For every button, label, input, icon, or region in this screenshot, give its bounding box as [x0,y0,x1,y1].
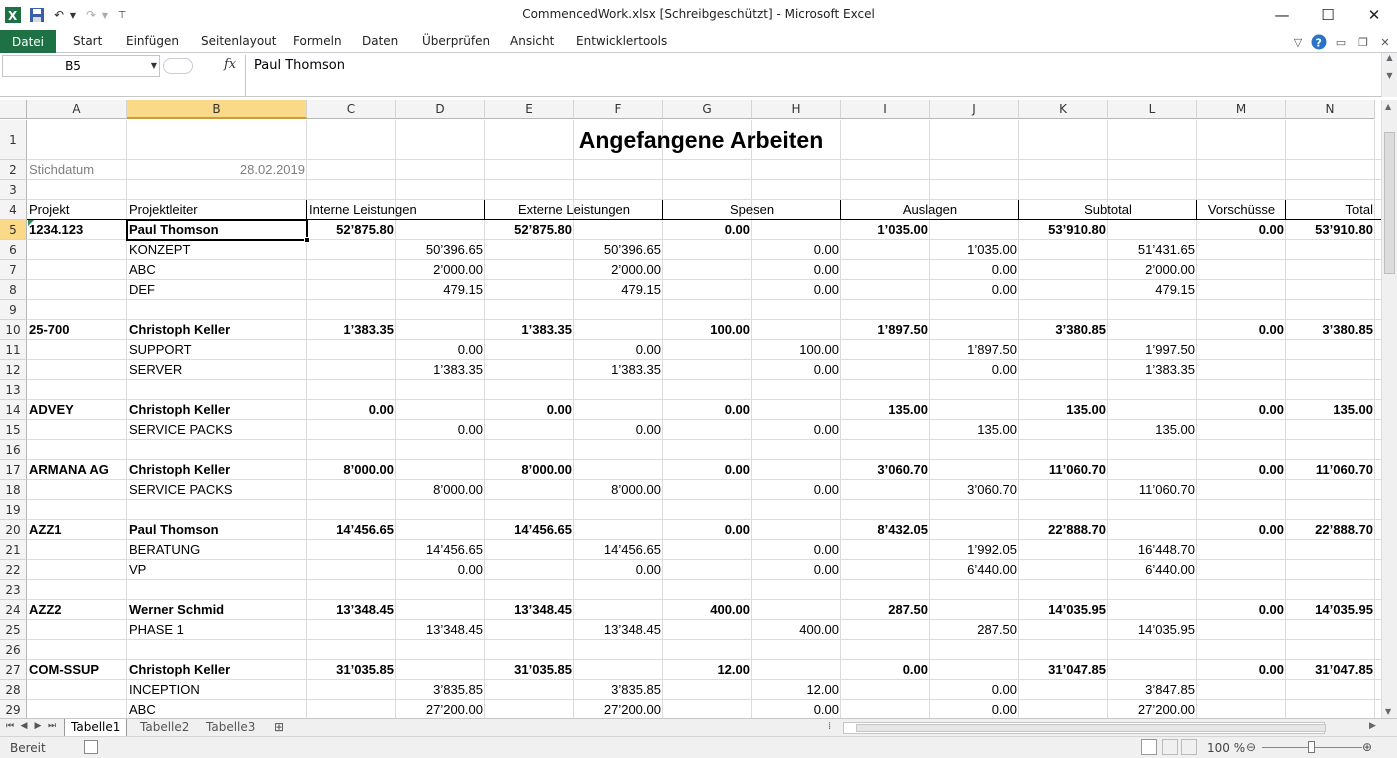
row-header-25[interactable]: 25 [0,620,27,640]
cell-f8[interactable]: 479.15 [621,282,661,297]
cell-j21[interactable]: 1’992.05 [967,542,1017,557]
cell-b14[interactable]: Christoph Keller [129,402,231,417]
header-spesen[interactable]: Spesen [729,202,775,217]
cell-d8[interactable]: 479.15 [443,282,483,297]
workbook-close-icon[interactable]: ✕ [1380,35,1390,49]
maximize-button[interactable]: ☐ [1321,6,1335,24]
svg-text:?: ? [1315,36,1322,50]
insert-function-icon[interactable]: fx [224,57,237,72]
formula-input[interactable]: Paul Thomson [245,55,1380,97]
cell-a10[interactable]: 25-700 [29,322,70,337]
cell-l6[interactable]: 51’431.65 [1137,242,1195,257]
formula-bar [0,53,1397,97]
scroll-up-icon[interactable]: ▲ [1385,102,1392,111]
cell-k27[interactable]: 31’047.85 [1048,662,1106,677]
row-header-13[interactable]: 13 [0,380,27,400]
cell-a14[interactable]: ADVEY [29,402,74,417]
header-auslagen[interactable]: Auslagen [902,202,958,217]
stichdatum-label[interactable]: Stichdatum [29,162,95,177]
cell-l21[interactable]: 16’448.70 [1137,542,1195,557]
cell-j22[interactable]: 6’440.00 [967,562,1017,577]
header-interne-leistungen[interactable]: Interne Leistungen [309,202,417,217]
row-header-27[interactable]: 27 [0,660,27,680]
cell-i20[interactable]: 8’432.05 [877,522,928,537]
cell-m24[interactable]: 0.00 [1258,602,1284,617]
cell-g10[interactable]: 100.00 [710,322,750,337]
cell-k14[interactable]: 135.00 [1066,402,1106,417]
name-box-value: B5 [65,59,81,73]
vertical-scroll-thumb[interactable] [1384,132,1395,274]
cell-f21[interactable]: 14’456.65 [603,542,661,557]
cell-i14[interactable]: 135.00 [888,402,928,417]
cell-h6[interactable]: 0.00 [813,242,839,257]
cell-j29[interactable]: 0.00 [991,702,1017,717]
cell-j6[interactable]: 1’035.00 [967,242,1017,257]
cell-b29[interactable]: ABC [129,702,156,717]
cell-d6[interactable]: 50’396.65 [425,242,483,257]
cell-g17[interactable]: 0.00 [724,462,750,477]
tab-ueberpruefen[interactable]: Überprüfen [422,34,491,48]
cell-d7[interactable]: 2’000.00 [433,262,483,277]
cell-m5[interactable]: 0.00 [1258,222,1284,237]
cell-e17[interactable]: 8’000.00 [521,462,572,477]
ribbon-tabs [0,30,1397,53]
cell-d12[interactable]: 1’383.35 [433,362,483,377]
cell-j28[interactable]: 0.00 [991,682,1017,697]
tab-daten[interactable]: Daten [362,34,399,48]
cell-c20[interactable]: 14’456.65 [336,522,394,537]
row-header-10[interactable]: 10 [0,320,27,340]
cell-l22[interactable]: 6’440.00 [1145,562,1195,577]
cell-i10[interactable]: 1’897.50 [877,322,928,337]
header-separator [306,200,307,220]
zoom-slider-knob[interactable] [1308,741,1315,753]
zoom-in-icon[interactable]: ⊕ [1362,740,1373,754]
title-bar [0,0,1397,30]
status-bar [0,736,1397,758]
cell-f22[interactable]: 0.00 [635,562,661,577]
fill-handle[interactable] [304,237,310,243]
cell-b17[interactable]: Christoph Keller [129,462,231,477]
cell-l15[interactable]: 135.00 [1155,422,1195,437]
cell-g24[interactable]: 400.00 [710,602,750,617]
cell-j8[interactable]: 0.00 [991,282,1017,297]
header-projektleiter[interactable]: Projektleiter [129,202,198,217]
horizontal-scrollbar[interactable] [843,722,1325,734]
cell-g14[interactable]: 0.00 [724,402,750,417]
cell-l18[interactable]: 11’060.70 [1138,482,1195,497]
last-sheet-icon[interactable]: ⏭ [47,721,57,731]
header-subtotal[interactable]: Subtotal [1084,202,1132,217]
cell-h8[interactable]: 0.00 [813,282,839,297]
prev-sheet-icon[interactable]: ◀ [20,721,28,731]
column-header-g[interactable]: G [663,100,752,119]
cell-b28[interactable]: INCEPTION [129,682,200,697]
cell-c5[interactable]: 52’875.80 [336,222,394,237]
row-header-2[interactable]: 2 [0,160,27,180]
row-header-4[interactable]: 4 [0,200,27,220]
cell-a17[interactable]: ARMANA AG [29,462,109,477]
column-header-c[interactable]: C [307,100,396,119]
select-all-corner[interactable] [0,100,27,119]
tab-datei[interactable]: Datei [0,30,56,53]
cell-b7[interactable]: ABC [129,262,156,277]
cell-m27[interactable]: 0.00 [1258,662,1284,677]
cell-e14[interactable]: 0.00 [546,402,572,417]
cell-a5[interactable]: 1234.123 [29,222,84,237]
cell-b12[interactable]: SERVER [129,362,183,377]
redo-icon[interactable]: ↷ [85,8,97,22]
tab-split-handle[interactable]: ⁞ [828,721,832,732]
row-header-5[interactable]: 5 [0,220,27,240]
header-vorschuesse[interactable]: Vorschüsse [1207,202,1276,217]
cell-m20[interactable]: 0.00 [1258,522,1284,537]
cell-l12[interactable]: 1’383.35 [1145,362,1195,377]
cell-j11[interactable]: 1’897.50 [967,342,1017,357]
name-box[interactable] [2,55,160,77]
cell-c27[interactable]: 31’035.85 [336,662,394,677]
row-header-28[interactable]: 28 [0,680,27,700]
cell-h21[interactable]: 0.00 [813,542,839,557]
tab-ansicht[interactable]: Ansicht [510,34,555,48]
workbook-restore-icon[interactable]: ❐ [1358,35,1368,49]
cell-j18[interactable]: 3’060.70 [967,482,1017,497]
active-cell-selection [126,219,308,241]
workbook-minimize-icon[interactable]: ▭ [1335,35,1347,49]
cell-n24[interactable]: 14’035.95 [1315,602,1373,617]
cell-e24[interactable]: 13’348.45 [514,602,572,617]
cell-b24[interactable]: Werner Schmid [129,602,225,617]
row-header-15[interactable]: 15 [0,420,27,440]
cell-f15[interactable]: 0.00 [635,422,661,437]
row-header-21[interactable]: 21 [0,540,27,560]
page-layout-view-icon[interactable] [1162,739,1178,755]
customize-toolbar-icon[interactable]: ⊤ [117,9,127,21]
cell-b22[interactable]: VP [129,562,147,577]
column-header-l[interactable]: L [1108,100,1197,119]
row-header-3[interactable]: 3 [0,180,27,200]
row-header-14[interactable]: 14 [0,400,27,420]
cell-n14[interactable]: 135.00 [1333,402,1373,417]
cell-b10[interactable]: Christoph Keller [129,322,231,337]
cell-c14[interactable]: 0.00 [368,402,394,417]
svg-text:X: X [8,9,18,23]
cell-k20[interactable]: 22’888.70 [1048,522,1106,537]
cell-h7[interactable]: 0.00 [813,262,839,277]
cell-k10[interactable]: 3’380.85 [1055,322,1106,337]
tab-formeln[interactable]: Formeln [293,34,342,48]
tab-start[interactable]: Start [73,34,103,48]
error-indicator-icon [28,220,34,226]
cell-n10[interactable]: 3’380.85 [1322,322,1373,337]
scroll-right-icon[interactable]: ▶ [1369,721,1376,731]
cell-f11[interactable]: 0.00 [635,342,661,357]
row-header-29[interactable]: 29 [0,700,27,718]
cell-n27[interactable]: 31’047.85 [1315,662,1373,677]
cell-i5[interactable]: 1’035.00 [877,222,928,237]
cell-f25[interactable]: 13’348.45 [603,622,661,637]
formula-expand-scroll[interactable]: ▲ ▼ [1381,53,1397,97]
cell-h25[interactable]: 400.00 [799,622,839,637]
row-header-11[interactable]: 11 [0,340,27,360]
row-header-8[interactable]: 8 [0,280,27,300]
column-header-b[interactable]: B [127,100,307,119]
tab-entwicklertools[interactable]: Entwicklertools [576,34,668,48]
cell-d15[interactable]: 0.00 [457,422,483,437]
cell-m17[interactable]: 0.00 [1258,462,1284,477]
column-header-d[interactable]: D [396,100,485,119]
cell-b11[interactable]: SUPPORT [129,342,192,357]
cell-f12[interactable]: 1’383.35 [611,362,661,377]
header-separator [1018,200,1019,220]
cell-d28[interactable]: 3’835.85 [433,682,483,697]
row-header-19[interactable]: 19 [0,500,27,520]
cell-h11[interactable]: 100.00 [799,342,839,357]
column-header-i[interactable]: I [841,100,930,119]
column-header-j[interactable]: J [930,100,1019,119]
row-header-22[interactable]: 22 [0,560,27,580]
cell-d29[interactable]: 27’200.00 [425,702,483,717]
cell-c10[interactable]: 1’383.35 [343,322,394,337]
cell-g20[interactable]: 0.00 [724,522,750,537]
cell-g5[interactable]: 0.00 [724,222,750,237]
cell-b21[interactable]: BERATUNG [129,542,201,557]
minimize-button[interactable]: — [1274,6,1290,24]
cell-d25[interactable]: 13’348.45 [425,622,483,637]
cell-h29[interactable]: 0.00 [813,702,839,717]
cell-l29[interactable]: 27’200.00 [1137,702,1195,717]
header-projekt[interactable]: Projekt [29,202,70,217]
formula-resize-handle[interactable] [163,58,193,74]
column-header-h[interactable]: H [752,100,841,119]
cell-l28[interactable]: 3’847.85 [1145,682,1195,697]
sheet-tab-tabelle3[interactable]: Tabelle3 [206,720,256,734]
column-header-e[interactable]: E [485,100,574,119]
vertical-scrollbar[interactable] [1381,100,1397,718]
header-separator [484,200,485,220]
cell-l8[interactable]: 479.15 [1155,282,1195,297]
cell-b6[interactable]: KONZEPT [129,242,191,257]
macro-record-icon[interactable] [84,740,98,754]
zoom-out-icon[interactable]: ⊖ [1246,740,1257,754]
row-header-17[interactable]: 17 [0,460,27,480]
row-header-23[interactable]: 23 [0,580,27,600]
cell-i17[interactable]: 3’060.70 [877,462,928,477]
cell-f18[interactable]: 8’000.00 [611,482,661,497]
stichdatum-value[interactable]: 28.02.2019 [239,162,305,177]
header-separator [1285,200,1286,220]
cell-h22[interactable]: 0.00 [813,562,839,577]
column-header-n[interactable]: N [1286,100,1375,119]
row-header-6[interactable]: 6 [0,240,27,260]
sheet-tab-bar [0,718,1397,736]
row-header-7[interactable]: 7 [0,260,27,280]
cell-i27[interactable]: 0.00 [902,662,928,677]
cell-h18[interactable]: 0.00 [813,482,839,497]
cell-e27[interactable]: 31’035.85 [514,662,572,677]
tab-seitenlayout[interactable]: Seitenlayout [201,34,277,48]
cell-m10[interactable]: 0.00 [1258,322,1284,337]
cell-j15[interactable]: 135.00 [977,422,1017,437]
cell-j7[interactable]: 0.00 [991,262,1017,277]
cell-l7[interactable]: 2’000.00 [1145,262,1195,277]
cell-m14[interactable]: 0.00 [1258,402,1284,417]
cell-c24[interactable]: 13’348.45 [336,602,394,617]
cell-d18[interactable]: 8’000.00 [433,482,483,497]
cell-k17[interactable]: 11’060.70 [1048,462,1106,477]
cell-k5[interactable]: 53’910.80 [1048,222,1106,237]
cell-n17[interactable]: 11’060.70 [1315,462,1373,477]
cell-d11[interactable]: 0.00 [457,342,483,357]
header-separator [662,200,663,220]
cell-h28[interactable]: 12.00 [806,682,839,697]
next-sheet-icon[interactable]: ▶ [34,721,42,731]
cell-d22[interactable]: 0.00 [457,562,483,577]
cell-b27[interactable]: Christoph Keller [129,662,231,677]
cell-l11[interactable]: 1’997.50 [1145,342,1195,357]
cell-f29[interactable]: 27’200.00 [603,702,661,717]
header-separator [840,200,841,220]
column-header-f[interactable]: F [574,100,663,119]
cell-e20[interactable]: 14’456.65 [514,522,572,537]
row-header-20[interactable]: 20 [0,520,27,540]
header-separator [1196,200,1197,220]
row-header-26[interactable]: 26 [0,640,27,660]
row-header-12[interactable]: 12 [0,360,27,380]
cell-i24[interactable]: 287.50 [888,602,928,617]
header-total[interactable]: Total [1345,202,1373,217]
spreadsheet-grid[interactable] [0,100,1381,718]
cell-a24[interactable]: AZZ2 [29,602,62,617]
cell-a20[interactable]: AZZ1 [29,522,62,537]
cell-f7[interactable]: 2’000.00 [611,262,661,277]
cell-b5[interactable]: Paul Thomson [129,222,219,237]
cell-k24[interactable]: 14’035.95 [1048,602,1106,617]
column-header-k[interactable]: K [1019,100,1108,119]
column-header-m[interactable]: M [1197,100,1286,119]
cell-b18[interactable]: SERVICE PACKS [129,482,233,497]
cell-n5[interactable]: 53’910.80 [1315,222,1373,237]
sheet-tab-tabelle1[interactable]: Tabelle1 [64,719,127,736]
tab-einfuegen[interactable]: Einfügen [126,34,179,48]
cell-j25[interactable]: 287.50 [977,622,1017,637]
cell-h12[interactable]: 0.00 [813,362,839,377]
cell-b8[interactable]: DEF [129,282,155,297]
redo-dropdown-icon[interactable]: ▼ [101,10,109,20]
cell-e10[interactable]: 1’383.35 [521,322,572,337]
status-mode: Bereit [10,741,46,755]
cell-f28[interactable]: 3’835.85 [611,682,661,697]
close-button[interactable]: ✕ [1367,6,1381,24]
page-break-view-icon[interactable] [1181,739,1197,755]
row-header-9[interactable]: 9 [0,300,27,320]
cell-a27[interactable]: COM-SSUP [29,662,100,677]
row-header-18[interactable]: 18 [0,480,27,500]
scroll-down-icon[interactable]: ▼ [1385,707,1392,716]
minimize-ribbon-icon[interactable]: ▽ [1293,35,1303,49]
sheet-tab-tabelle2[interactable]: Tabelle2 [140,720,190,734]
undo-icon[interactable]: ↶ [53,8,65,22]
horizontal-scroll-thumb[interactable] [856,724,1326,732]
undo-dropdown-icon[interactable]: ▼ [69,10,77,20]
cell-n20[interactable]: 22’888.70 [1315,522,1373,537]
first-sheet-icon[interactable]: ⏮ [5,721,15,731]
cell-c17[interactable]: 8’000.00 [343,462,394,477]
sheet-title: Angefangene Arbeiten [578,127,824,153]
cell-g27[interactable]: 12.00 [717,662,750,677]
cell-b20[interactable]: Paul Thomson [129,522,219,537]
column-header-a[interactable]: A [27,100,127,119]
cell-l25[interactable]: 14’035.95 [1137,622,1195,637]
row-header-16[interactable]: 16 [0,440,27,460]
insert-sheet-icon[interactable]: ⊞ [274,720,285,734]
cell-f6[interactable]: 50’396.65 [603,242,661,257]
normal-view-icon[interactable] [1141,739,1157,755]
cell-e5[interactable]: 52’875.80 [514,222,572,237]
cell-b25[interactable]: PHASE 1 [129,622,184,637]
cell-j12[interactable]: 0.00 [991,362,1017,377]
row-header-1[interactable]: 1 [0,120,27,160]
cell-d21[interactable]: 14’456.65 [425,542,483,557]
help-icon[interactable] [1311,34,1327,50]
header-externe-leistungen[interactable]: Externe Leistungen [517,202,631,217]
window-title: CommencedWork.xlsx [Schreibgeschützt] - Microsoft Excel [522,7,875,21]
name-box-dropdown-icon[interactable]: ▼ [150,61,157,70]
row-header-24[interactable]: 24 [0,600,27,620]
cell-b15[interactable]: SERVICE PACKS [129,422,233,437]
zoom-level[interactable]: 100 % [1207,741,1246,755]
cell-h15[interactable]: 0.00 [813,422,839,437]
